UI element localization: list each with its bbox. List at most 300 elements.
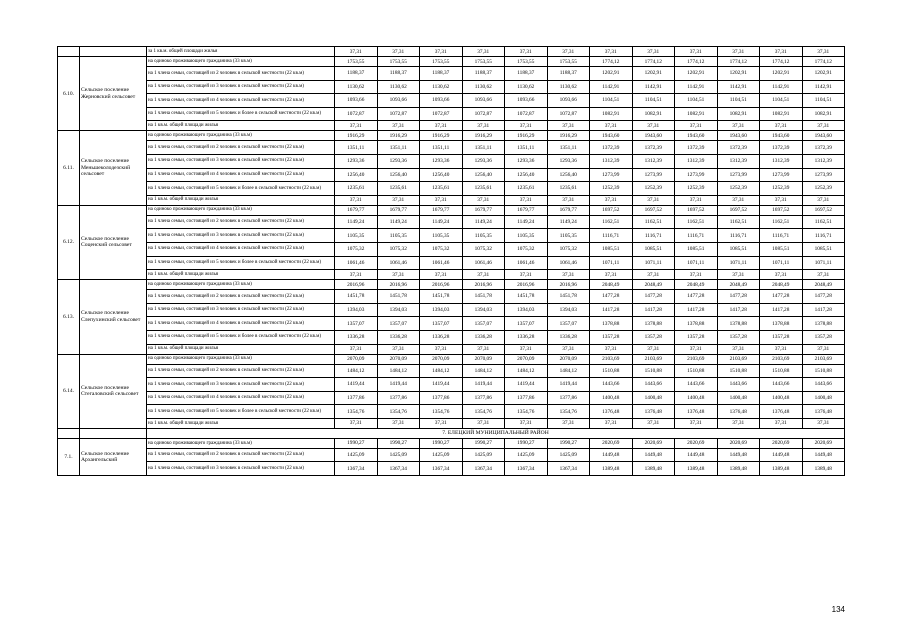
row-description: на 1 члена семьи, состоящей из 3 человек в сельской местности (22 кв.м) xyxy=(147,303,335,317)
value-cell: 1149,24 xyxy=(420,215,463,229)
value-cell: 1367,34 xyxy=(547,462,590,476)
value-cell: 1394,03 xyxy=(547,303,590,317)
value-cell: 1312,39 xyxy=(590,154,633,168)
value-cell: 1071,11 xyxy=(675,256,718,270)
value-cell: 2016,96 xyxy=(335,280,378,290)
row-code xyxy=(58,47,80,57)
value-cell: 37,31 xyxy=(462,344,505,354)
value-cell: 2103,69 xyxy=(760,354,803,364)
value-cell: 1357,28 xyxy=(760,330,803,344)
value-cell: 37,31 xyxy=(420,418,463,428)
value-cell: 1697,52 xyxy=(590,205,633,215)
value-cell: 1425,09 xyxy=(335,448,378,462)
value-cell: 1417,28 xyxy=(675,303,718,317)
value-cell: 37,31 xyxy=(547,195,590,205)
value-cell: 1256,40 xyxy=(420,168,463,182)
value-cell: 1312,39 xyxy=(802,154,845,168)
row-description: на одиноко проживающего гражданина (33 кв.м) xyxy=(147,354,335,364)
value-cell: 1419,44 xyxy=(505,378,548,392)
value-cell: 37,31 xyxy=(590,418,633,428)
table-row xyxy=(58,317,845,331)
value-cell: 1774,12 xyxy=(590,57,633,67)
value-cell: 1753,55 xyxy=(420,57,463,67)
value-cell: 1417,28 xyxy=(632,303,675,317)
value-cell: 1990,27 xyxy=(377,438,420,448)
value-cell: 1389,48 xyxy=(632,462,675,476)
value-cell: 1697,52 xyxy=(717,205,760,215)
value-cell: 1389,48 xyxy=(760,462,803,476)
value-cell: 1130,62 xyxy=(420,80,463,94)
value-cell: 1419,44 xyxy=(377,378,420,392)
value-cell: 2016,96 xyxy=(462,280,505,290)
value-cell: 2048,49 xyxy=(590,280,633,290)
value-cell: 1202,91 xyxy=(590,67,633,81)
value-cell: 1202,91 xyxy=(760,67,803,81)
value-cell: 1378,88 xyxy=(802,317,845,331)
value-cell: 37,31 xyxy=(547,121,590,131)
value-cell: 1419,44 xyxy=(462,378,505,392)
value-cell: 37,31 xyxy=(462,270,505,280)
value-cell: 1943,60 xyxy=(802,131,845,141)
value-cell: 1419,44 xyxy=(547,378,590,392)
value-cell: 1116,71 xyxy=(590,229,633,243)
value-cell: 1293,36 xyxy=(420,154,463,168)
value-cell: 37,31 xyxy=(760,195,803,205)
value-cell: 2048,49 xyxy=(717,280,760,290)
value-cell: 1235,61 xyxy=(505,182,548,196)
table-row xyxy=(58,94,845,108)
value-cell: 1336,28 xyxy=(462,330,505,344)
value-cell: 1389,48 xyxy=(717,462,760,476)
row-code xyxy=(58,428,80,438)
value-cell: 1916,29 xyxy=(420,131,463,141)
value-cell: 2103,69 xyxy=(802,354,845,364)
row-description: на 1 кв.м. общей площади жилья xyxy=(147,418,335,428)
value-cell: 37,31 xyxy=(590,195,633,205)
row-code: 6.14. xyxy=(58,354,80,428)
value-cell: 37,31 xyxy=(760,344,803,354)
value-cell: 1679,77 xyxy=(462,205,505,215)
value-cell: 1061,46 xyxy=(547,256,590,270)
value-cell: 37,31 xyxy=(335,47,378,57)
value-cell: 1477,28 xyxy=(675,290,718,304)
value-cell: 1376,48 xyxy=(632,405,675,419)
value-cell: 37,31 xyxy=(760,418,803,428)
value-cell: 1990,27 xyxy=(420,438,463,448)
value-cell: 1357,07 xyxy=(335,317,378,331)
value-cell: 1376,48 xyxy=(760,405,803,419)
value-cell: 1394,03 xyxy=(462,303,505,317)
value-cell: 1085,51 xyxy=(590,242,633,256)
value-cell: 1336,28 xyxy=(547,330,590,344)
table-row xyxy=(58,405,845,419)
value-cell: 1477,28 xyxy=(590,290,633,304)
value-cell: 1104,51 xyxy=(675,94,718,108)
value-cell: 1105,35 xyxy=(505,229,548,243)
table-row xyxy=(58,330,845,344)
value-cell: 1378,88 xyxy=(675,317,718,331)
value-cell: 37,31 xyxy=(462,121,505,131)
value-cell: 1312,39 xyxy=(717,154,760,168)
value-cell: 1484,12 xyxy=(547,364,590,378)
value-cell: 1082,91 xyxy=(760,107,803,121)
value-cell: 37,31 xyxy=(420,121,463,131)
value-cell: 1679,77 xyxy=(420,205,463,215)
value-cell: 1753,55 xyxy=(462,57,505,67)
value-cell: 1104,51 xyxy=(802,94,845,108)
value-cell: 1105,35 xyxy=(462,229,505,243)
value-cell: 1061,46 xyxy=(505,256,548,270)
value-cell: 1443,66 xyxy=(760,378,803,392)
value-cell: 1116,71 xyxy=(632,229,675,243)
value-cell: 37,31 xyxy=(802,344,845,354)
value-cell: 1477,28 xyxy=(717,290,760,304)
table-body xyxy=(58,47,845,476)
value-cell: 37,31 xyxy=(717,418,760,428)
value-cell: 37,31 xyxy=(462,47,505,57)
value-cell: 1510,88 xyxy=(632,364,675,378)
value-cell: 1351,11 xyxy=(420,141,463,155)
table-row xyxy=(58,438,845,448)
value-cell: 1943,60 xyxy=(717,131,760,141)
value-cell: 1142,91 xyxy=(632,80,675,94)
value-cell: 1105,35 xyxy=(420,229,463,243)
value-cell: 1357,07 xyxy=(377,317,420,331)
row-description: на 1 члена семьи, состоящей из 4 человек в сельской местности (22 кв.м) xyxy=(147,168,335,182)
value-cell: 1400,48 xyxy=(760,391,803,405)
settlement-name: Сельское поселение Меньшеколодезский сельсовет xyxy=(80,131,147,205)
value-cell: 37,31 xyxy=(717,121,760,131)
value-cell: 1697,52 xyxy=(675,205,718,215)
value-cell: 37,31 xyxy=(717,344,760,354)
row-description: на 1 члена семьи, состоящей из 2 человек в сельской местности (22 кв.м) xyxy=(147,448,335,462)
row-description: на одиноко проживающего гражданина (33 кв.м) xyxy=(147,57,335,67)
value-cell: 1116,71 xyxy=(675,229,718,243)
value-cell: 1202,91 xyxy=(632,67,675,81)
value-cell: 37,31 xyxy=(505,418,548,428)
row-description: на одиноко проживающего гражданина (33 кв.м) xyxy=(147,438,335,448)
value-cell: 1443,66 xyxy=(632,378,675,392)
row-description: на 1 члена семьи, состоящей из 4 человек в сельской местности (22 кв.м) xyxy=(147,242,335,256)
row-description: на одиноко проживающего гражданина (33 кв.м) xyxy=(147,131,335,141)
row-description: на одиноко проживающего гражданина (33 кв.м) xyxy=(147,205,335,215)
value-cell: 1075,32 xyxy=(377,242,420,256)
value-cell: 1085,51 xyxy=(675,242,718,256)
value-cell: 1400,48 xyxy=(675,391,718,405)
value-cell: 37,31 xyxy=(505,195,548,205)
value-cell: 1256,40 xyxy=(462,168,505,182)
value-cell: 1451,78 xyxy=(377,290,420,304)
value-cell: 1116,71 xyxy=(717,229,760,243)
value-cell: 1293,36 xyxy=(335,154,378,168)
table-row xyxy=(58,121,845,131)
value-cell: 1351,11 xyxy=(377,141,420,155)
value-cell: 37,31 xyxy=(420,344,463,354)
value-cell: 1149,24 xyxy=(377,215,420,229)
value-cell: 1082,91 xyxy=(632,107,675,121)
table-row xyxy=(58,67,845,81)
value-cell: 2070,09 xyxy=(505,354,548,364)
value-cell: 1377,86 xyxy=(547,391,590,405)
value-cell: 1378,88 xyxy=(760,317,803,331)
value-cell: 1916,29 xyxy=(377,131,420,141)
value-cell: 37,31 xyxy=(547,344,590,354)
value-cell: 1376,48 xyxy=(675,405,718,419)
value-cell: 1484,12 xyxy=(462,364,505,378)
value-cell: 1774,12 xyxy=(632,57,675,67)
value-cell: 37,31 xyxy=(717,195,760,205)
value-cell: 1336,28 xyxy=(505,330,548,344)
value-cell: 1357,07 xyxy=(462,317,505,331)
value-cell: 2103,69 xyxy=(717,354,760,364)
value-cell: 1367,34 xyxy=(335,462,378,476)
value-cell: 1916,29 xyxy=(547,131,590,141)
value-cell: 2048,49 xyxy=(802,280,845,290)
value-cell: 1377,86 xyxy=(462,391,505,405)
value-cell: 1116,71 xyxy=(802,229,845,243)
page-number: 134 xyxy=(831,605,845,614)
value-cell: 37,31 xyxy=(590,344,633,354)
value-cell: 1071,11 xyxy=(802,256,845,270)
value-cell: 1202,91 xyxy=(675,67,718,81)
value-cell: 1377,86 xyxy=(420,391,463,405)
table-row xyxy=(58,131,845,141)
value-cell: 37,31 xyxy=(760,270,803,280)
value-cell: 1082,91 xyxy=(802,107,845,121)
value-cell: 37,31 xyxy=(632,418,675,428)
value-cell: 1943,60 xyxy=(675,131,718,141)
value-cell: 1235,61 xyxy=(335,182,378,196)
value-cell: 1400,48 xyxy=(802,391,845,405)
value-cell: 1425,09 xyxy=(462,448,505,462)
value-cell: 1273,99 xyxy=(675,168,718,182)
row-description: на 1 члена семьи, состоящей из 3 человек в сельской местности (22 кв.м) xyxy=(147,462,335,476)
value-cell: 1116,71 xyxy=(760,229,803,243)
value-cell: 2020,69 xyxy=(632,438,675,448)
value-cell: 1510,88 xyxy=(717,364,760,378)
value-cell: 1378,88 xyxy=(632,317,675,331)
value-cell: 1093,66 xyxy=(505,94,548,108)
value-cell: 1774,12 xyxy=(717,57,760,67)
value-cell: 37,31 xyxy=(335,195,378,205)
value-cell: 1351,11 xyxy=(505,141,548,155)
value-cell: 1990,27 xyxy=(462,438,505,448)
value-cell: 37,31 xyxy=(760,121,803,131)
value-cell: 1484,12 xyxy=(377,364,420,378)
value-cell: 1419,44 xyxy=(335,378,378,392)
value-cell: 1188,37 xyxy=(420,67,463,81)
table-row xyxy=(58,215,845,229)
value-cell: 1943,60 xyxy=(632,131,675,141)
value-cell: 1312,39 xyxy=(632,154,675,168)
value-cell: 1916,29 xyxy=(335,131,378,141)
value-cell: 1419,44 xyxy=(420,378,463,392)
value-cell: 37,31 xyxy=(760,47,803,57)
value-cell: 1484,12 xyxy=(335,364,378,378)
value-cell: 37,31 xyxy=(802,270,845,280)
row-description: за 1 кв.м. общей площади жилья xyxy=(147,47,335,57)
value-cell: 1372,39 xyxy=(590,141,633,155)
value-cell: 1071,11 xyxy=(717,256,760,270)
value-cell: 1105,35 xyxy=(377,229,420,243)
value-cell: 1105,35 xyxy=(335,229,378,243)
value-cell: 2016,96 xyxy=(377,280,420,290)
value-cell: 1082,91 xyxy=(717,107,760,121)
value-cell: 1679,77 xyxy=(335,205,378,215)
value-cell: 1273,99 xyxy=(717,168,760,182)
value-cell: 1235,61 xyxy=(377,182,420,196)
value-cell: 37,31 xyxy=(717,270,760,280)
section-header-row xyxy=(58,428,845,438)
value-cell: 1394,03 xyxy=(335,303,378,317)
value-cell: 2048,49 xyxy=(760,280,803,290)
value-cell: 1753,55 xyxy=(547,57,590,67)
value-cell: 1679,77 xyxy=(377,205,420,215)
value-cell: 1372,39 xyxy=(632,141,675,155)
table-row xyxy=(58,378,845,392)
value-cell: 2103,69 xyxy=(675,354,718,364)
value-cell: 1354,76 xyxy=(505,405,548,419)
value-cell: 1293,36 xyxy=(505,154,548,168)
value-cell: 1142,91 xyxy=(760,80,803,94)
table-row xyxy=(58,229,845,243)
value-cell: 1443,66 xyxy=(590,378,633,392)
value-cell: 37,31 xyxy=(547,418,590,428)
value-cell: 2048,49 xyxy=(675,280,718,290)
row-description: на 1 члена семьи, состоящей из 5 человек и более в сельской местности (22 кв.м) xyxy=(147,330,335,344)
value-cell: 1357,28 xyxy=(717,330,760,344)
value-cell: 1188,37 xyxy=(377,67,420,81)
value-cell: 1354,76 xyxy=(547,405,590,419)
value-cell: 1162,51 xyxy=(717,215,760,229)
row-description: на 1 члена семьи, состоящей из 2 человек в сельской местности (22 кв.м) xyxy=(147,141,335,155)
value-cell: 1510,88 xyxy=(760,364,803,378)
value-cell: 1449,48 xyxy=(590,448,633,462)
row-description: на 1 члена семьи, состоящей из 4 человек в сельской местности (22 кв.м) xyxy=(147,317,335,331)
value-cell: 2016,96 xyxy=(420,280,463,290)
value-cell: 1149,24 xyxy=(335,215,378,229)
value-cell: 2020,69 xyxy=(675,438,718,448)
value-cell: 1372,39 xyxy=(760,141,803,155)
value-cell: 1774,12 xyxy=(760,57,803,67)
value-cell: 1510,88 xyxy=(675,364,718,378)
row-description: на 1 члена семьи, состоящей из 3 человек в сельской местности (22 кв.м) xyxy=(147,154,335,168)
value-cell: 1357,07 xyxy=(547,317,590,331)
table-row xyxy=(58,256,845,270)
value-cell: 1252,39 xyxy=(590,182,633,196)
value-cell: 1774,12 xyxy=(802,57,845,67)
value-cell: 1072,87 xyxy=(335,107,378,121)
value-cell: 1753,55 xyxy=(335,57,378,67)
value-cell: 37,31 xyxy=(462,418,505,428)
value-cell: 1484,12 xyxy=(420,364,463,378)
value-cell: 1400,48 xyxy=(590,391,633,405)
row-description: на 1 кв.м. общей площади жилья xyxy=(147,270,335,280)
value-cell: 2020,69 xyxy=(760,438,803,448)
value-cell: 1188,37 xyxy=(462,67,505,81)
value-cell: 1697,52 xyxy=(760,205,803,215)
row-description: на 1 члена семьи, состоящей из 5 человек и более в сельской местности (22 кв.м) xyxy=(147,405,335,419)
row-description: на 1 члена семьи, состоящей из 2 человек в сельской местности (22 кв.м) xyxy=(147,215,335,229)
value-cell: 1273,99 xyxy=(590,168,633,182)
value-cell: 1916,29 xyxy=(505,131,548,141)
value-cell: 1273,99 xyxy=(760,168,803,182)
table-row xyxy=(58,195,845,205)
value-cell: 2016,96 xyxy=(505,280,548,290)
value-cell: 1443,66 xyxy=(802,378,845,392)
row-description: на 1 члена семьи, состоящей из 3 человек в сельской местности (22 кв.м) xyxy=(147,80,335,94)
value-cell: 37,31 xyxy=(590,47,633,57)
value-cell: 1093,66 xyxy=(420,94,463,108)
value-cell: 37,31 xyxy=(802,121,845,131)
value-cell: 1425,09 xyxy=(505,448,548,462)
value-cell: 1202,91 xyxy=(802,67,845,81)
row-code: 6.12. xyxy=(58,205,80,279)
settlement-name: Сельское поселение Слепухинский сельсовет xyxy=(80,280,147,354)
value-cell: 1104,51 xyxy=(760,94,803,108)
value-cell: 1425,09 xyxy=(377,448,420,462)
value-cell: 1443,66 xyxy=(717,378,760,392)
table-row xyxy=(58,270,845,280)
value-cell: 1451,78 xyxy=(335,290,378,304)
value-cell: 2103,69 xyxy=(590,354,633,364)
value-cell: 1162,51 xyxy=(590,215,633,229)
row-description: на 1 члена семьи, состоящей из 2 человек в сельской местности (22 кв.м) xyxy=(147,290,335,304)
value-cell: 1336,28 xyxy=(335,330,378,344)
table-row xyxy=(58,290,845,304)
value-cell: 1451,78 xyxy=(420,290,463,304)
value-cell: 1336,28 xyxy=(377,330,420,344)
value-cell: 1075,32 xyxy=(505,242,548,256)
value-cell: 1425,09 xyxy=(547,448,590,462)
value-cell: 1916,29 xyxy=(462,131,505,141)
value-cell: 1451,78 xyxy=(547,290,590,304)
value-cell: 37,31 xyxy=(675,418,718,428)
value-cell: 1071,11 xyxy=(760,256,803,270)
value-cell: 1162,51 xyxy=(802,215,845,229)
table-row xyxy=(58,80,845,94)
value-cell: 1357,28 xyxy=(802,330,845,344)
table-row xyxy=(58,154,845,168)
value-cell: 1075,32 xyxy=(420,242,463,256)
value-cell: 37,31 xyxy=(590,270,633,280)
value-cell: 1351,11 xyxy=(462,141,505,155)
value-cell: 1256,40 xyxy=(547,168,590,182)
value-cell: 1162,51 xyxy=(632,215,675,229)
table-row xyxy=(58,462,845,476)
value-cell: 1075,32 xyxy=(547,242,590,256)
value-cell: 1417,28 xyxy=(760,303,803,317)
value-cell: 1697,52 xyxy=(632,205,675,215)
table-row xyxy=(58,364,845,378)
value-cell: 1372,39 xyxy=(717,141,760,155)
value-cell: 1753,55 xyxy=(377,57,420,67)
table-row xyxy=(58,205,845,215)
value-cell: 1394,03 xyxy=(420,303,463,317)
table-row xyxy=(58,303,845,317)
value-cell: 1149,24 xyxy=(462,215,505,229)
value-cell: 2103,69 xyxy=(632,354,675,364)
value-cell: 1389,48 xyxy=(675,462,718,476)
row-description: на 1 члена семьи, состоящей из 3 человек в сельской местности (22 кв.м) xyxy=(147,378,335,392)
value-cell: 1085,51 xyxy=(632,242,675,256)
value-cell: 1093,66 xyxy=(377,94,420,108)
value-cell: 1075,32 xyxy=(462,242,505,256)
settlement-name xyxy=(80,428,147,438)
value-cell: 1188,37 xyxy=(335,67,378,81)
value-cell: 1273,99 xyxy=(802,168,845,182)
value-cell: 37,31 xyxy=(675,47,718,57)
